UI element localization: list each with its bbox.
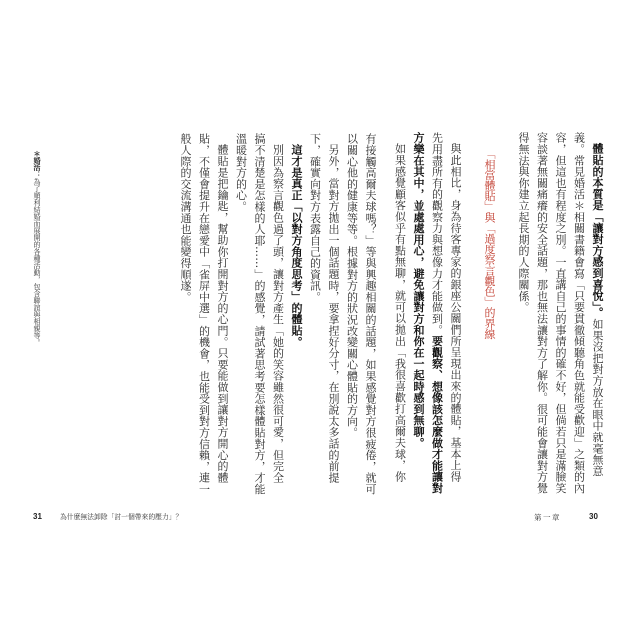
- emphasis-text: 方樂在其中，並處處用心，避免讓對方和你在一起時感到無聊。: [412, 132, 425, 449]
- body-text: 容談著無關痛癢的安全話題，那也無法讓對方了解你。很可能會讓對方覺: [535, 132, 549, 494]
- body-text: 般人際的交流溝通也能變得順遂。: [179, 133, 192, 303]
- text-column: [326, 133, 340, 483]
- text-column: [345, 133, 359, 438]
- body-text: 以關心他的健康等等。根據對方的狀況改變關心體貼的方向。: [345, 133, 359, 439]
- footnote-text: 為了順利結婚而展開的各種活動，包含聯誼與相親等。: [33, 178, 41, 346]
- body-text: 如果沒把對方放在眼中就毫無意: [591, 318, 604, 477]
- running-head-title: 為什麼無法卸除「討一個帶來的壓力」？: [60, 513, 183, 521]
- body-text: 容，但這也有程度之別。一直講自己的事情的確不好，但倘若只是滿臉笑: [554, 132, 567, 494]
- body-text: 搞不清楚是怎樣的人耶……」的感覺，請試著思考要怎樣體貼對方，才能: [253, 133, 266, 495]
- emphasis-text: 要觀察、想像該怎麼做才能讓對: [430, 335, 444, 494]
- text-column: [178, 133, 192, 303]
- body-text: 如果感覺顧客似乎有點無聊，就可以拋出「我很喜歡打高爾夫球，你: [393, 143, 407, 483]
- text-column: [271, 133, 285, 483]
- body-text: 與此相比，身為待客專家的銀座公關們所呈現出來的體貼，基本上得: [449, 143, 462, 483]
- emphasis-text: 這才是真正「以對方角度思考」的體貼。: [290, 144, 303, 348]
- body-text: 先用盡所有的觀察力與想像力才能做到。: [430, 132, 444, 336]
- body-text: 別因為察言觀色過了頭，讓對方產生「她的笑容雖然很可愛，但完全: [271, 144, 285, 484]
- footnote-term: ＊婚活：: [33, 150, 41, 178]
- body-text: 另外，當對方拋出一個話題時，要拿捏好分寸，在別說太多話的前提: [327, 144, 340, 484]
- text-column: [215, 133, 229, 483]
- text-column: [197, 133, 211, 495]
- text-column: [234, 133, 248, 212]
- body-text: 得無法與你建立起長期的人際關係。: [517, 132, 530, 313]
- body-text: 義。常見婚活＊相關書籍會寫「只要貫徹傾聽角色就能受歡迎」之類的內: [572, 132, 586, 494]
- text-column: [363, 133, 377, 495]
- body-text: 有接觸高爾夫球嗎？」等與興趣相關的話題，如果感覺對方很疲倦，就可: [364, 133, 377, 495]
- running-head-chapter: 第一章: [534, 513, 561, 522]
- text-column: [289, 133, 303, 348]
- footnote: [32, 150, 42, 346]
- emphasis-text: 體貼的本質是「讓對方感到喜悅」。: [591, 143, 604, 319]
- page-number: 30: [589, 512, 598, 521]
- body-text: 體貼是把鑰匙，幫助你打開對方的心門。只要能做到讓對方開心的體: [216, 144, 229, 484]
- text-column: [308, 133, 322, 303]
- body-text: 貼，不僅會提升在戀愛中「雀屏中選」的機會，也能受到對方信賴，連一: [197, 133, 211, 495]
- text-column: [252, 133, 266, 495]
- body-text: 下，確實向對方表露自己的資訊。: [308, 133, 322, 303]
- page-number: 31: [33, 512, 42, 521]
- body-text: 溫暖對方的心。: [234, 133, 248, 213]
- section-heading: 「相當體貼」與「過度察言觀色」的界線: [483, 148, 496, 339]
